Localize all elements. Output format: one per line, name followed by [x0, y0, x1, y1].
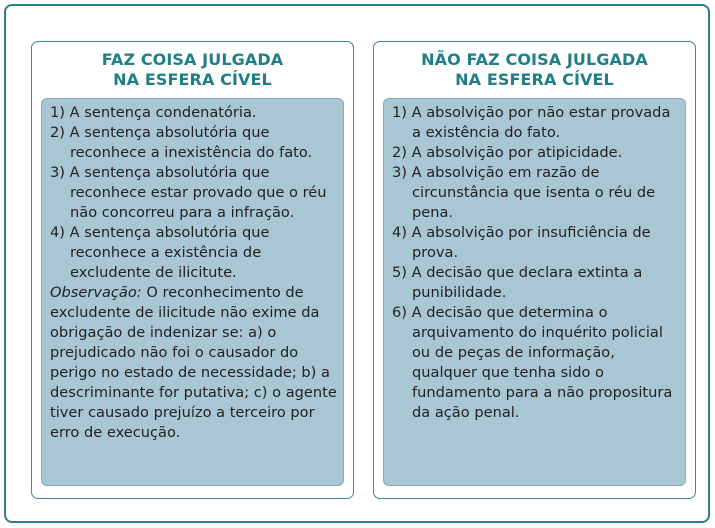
right-content-box [383, 98, 686, 486]
left-content-box [41, 98, 344, 486]
list-item: 3) A absolvição em razão de circunstância que isenta o réu de pena. [392, 164, 656, 221]
right-title-line-2: NA ESFERA CÍVEL [455, 70, 614, 89]
left-panel [31, 41, 354, 499]
right-panel [373, 41, 696, 499]
left-title-line-2: NA ESFERA CÍVEL [113, 70, 272, 89]
list-item: 6) A decisão que determina o arquivamento do inquérito policial ou de peças de informação, qualquer que tenha sido o fundamento para a não propositura da ação penal. [392, 304, 673, 421]
observation-note [50, 283, 337, 443]
list-item: 4) A sentença absolutória que reconhece a existência de excludente de ilicitute. [50, 224, 270, 281]
list-item: 4) A absolvição por insuficiência de prova. [392, 224, 651, 261]
list-item: 2) A sentença absolutória que reconhece a inexistência do fato. [50, 124, 313, 161]
list-item: 1) A sentença condenatória. [50, 104, 257, 121]
list-item: 1) A absolvição por não estar provada a existência do fato. [392, 104, 671, 141]
left-panel-title [32, 50, 353, 90]
outer-frame [4, 4, 710, 523]
observation-label: Observação: [50, 284, 142, 301]
left-title-line-1: FAZ COISA JULGADA [101, 50, 284, 69]
list-item: 2) A absolvição por atipicidade. [392, 144, 623, 161]
right-panel-title [374, 50, 695, 90]
list-item: 5) A decisão que declara extinta a punibilidade. [392, 264, 643, 301]
list-item: 3) A sentença absolutória que reconhece estar provado que o réu não concorreu para a infração. [50, 164, 327, 221]
observation-text: O reconhecimento de excludente de ilicitude não exime da obrigação de indenizar se: a) o prejudicado não foi o causador do perigo no estado de necessidade; b) a descriminante for putativa; c) o agente tiver causado prejuízo a terceiro por erro de execução. [50, 284, 337, 441]
right-title-line-1: NÃO FAZ COISA JULGADA [421, 50, 648, 69]
